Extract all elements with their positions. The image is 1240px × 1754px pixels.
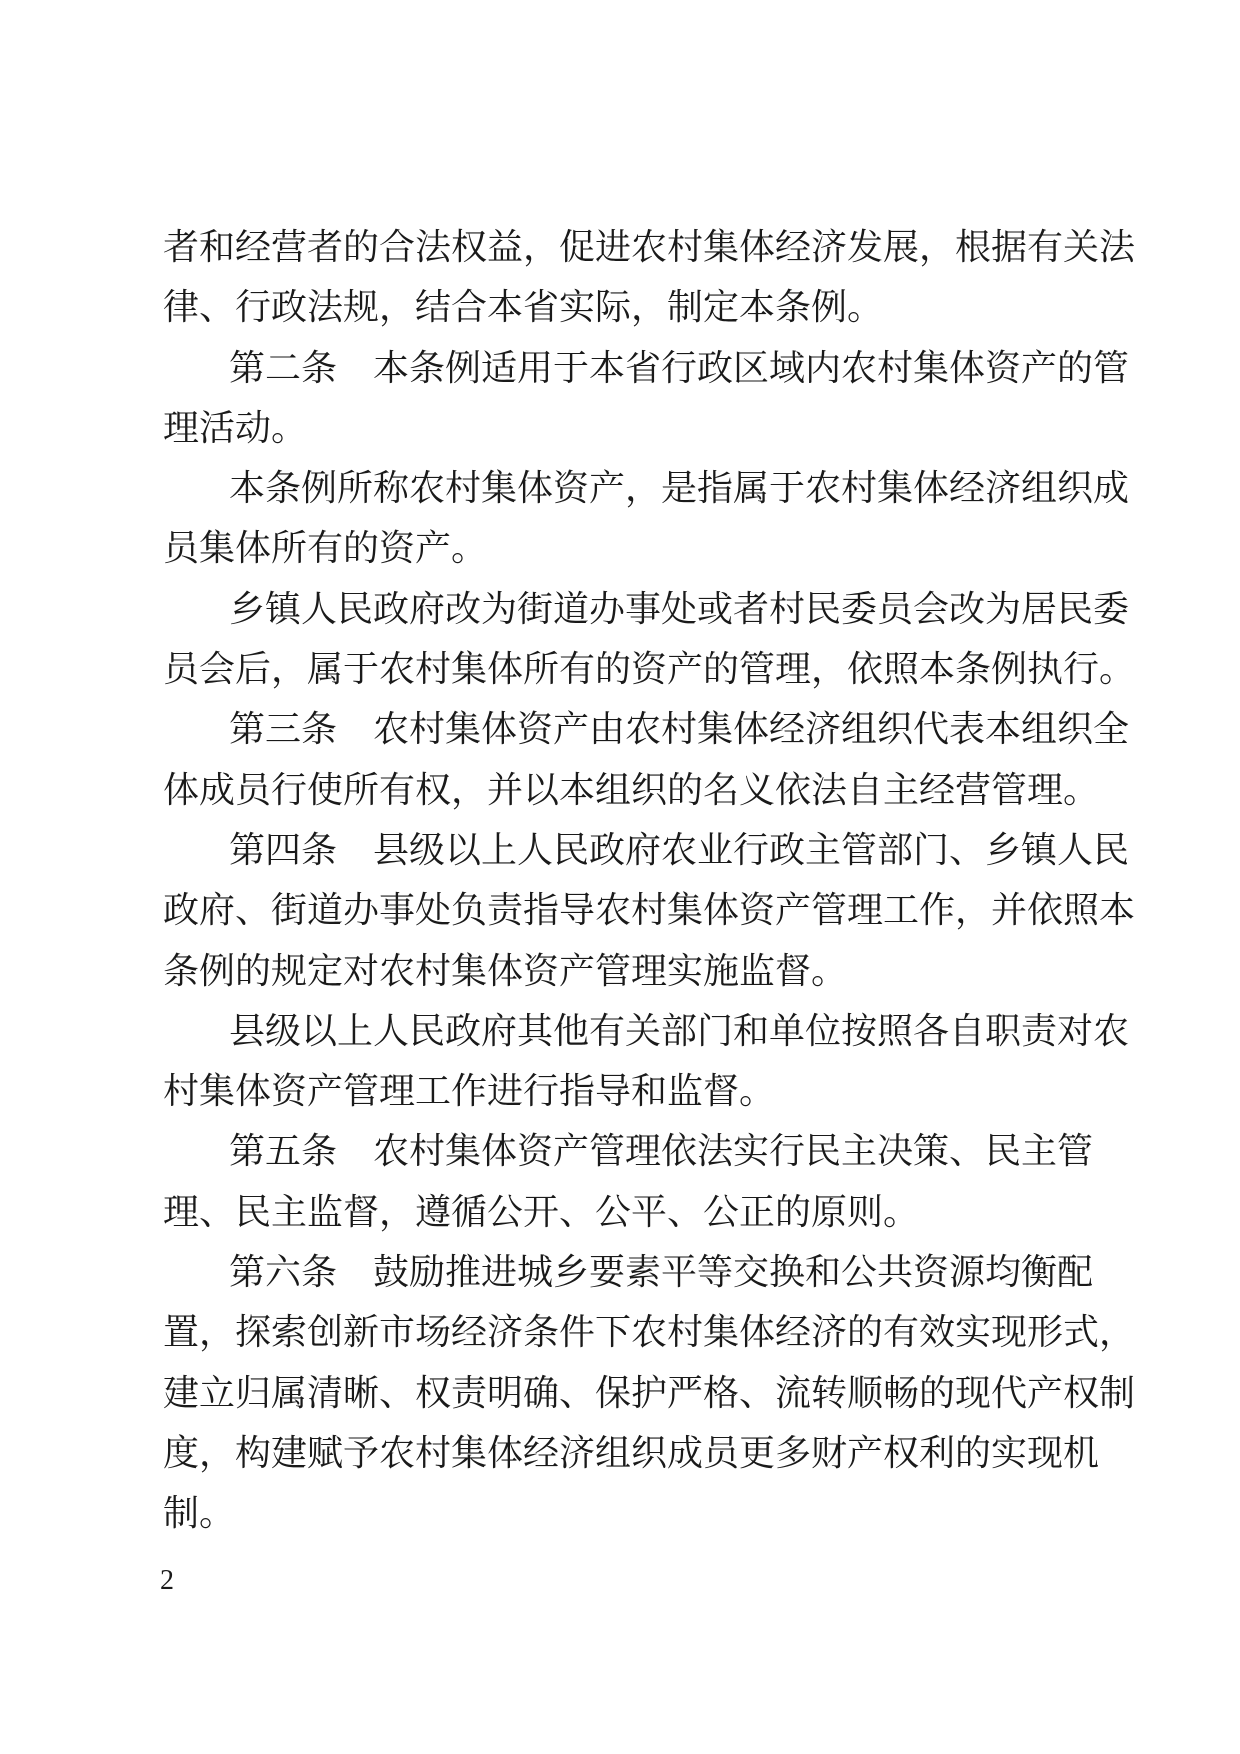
page-number: 2 bbox=[160, 1565, 174, 1596]
text-line: 第五条 农村集体资产管理依法实行民主决策、民主管 bbox=[229, 1131, 1094, 1173]
article-2-paragraph-2 bbox=[163, 459, 1130, 580]
text-line: 理活动。 bbox=[163, 407, 308, 449]
text-line: 政府、街道办事处负责指导农村集体资产管理工作，并依照本 bbox=[163, 890, 1136, 932]
text-line: 第四条 县级以上人民政府农业行政主管部门、乡镇人民 bbox=[229, 829, 1130, 871]
article-5 bbox=[163, 1122, 1094, 1243]
text-line: 第二条 本条例适用于本省行政区域内农村集体资产的管 bbox=[229, 347, 1130, 389]
text-line: 体成员行使所有权，并以本组织的名义依法自主经营管理。 bbox=[163, 769, 1100, 811]
text-line: 理、民主监督，遵循公开、公平、公正的原则。 bbox=[163, 1191, 920, 1233]
text-line: 者和经营者的合法权益，促进农村集体经济发展，根据有关法 bbox=[163, 227, 1136, 268]
article-2-paragraph-3 bbox=[163, 580, 1136, 701]
text-line: 条例的规定对农村集体资产管理实施监督。 bbox=[163, 950, 848, 992]
paragraph-continuation bbox=[163, 218, 1136, 339]
article-4-paragraph-2 bbox=[163, 1002, 1130, 1123]
text-line: 村集体资产管理工作进行指导和监督。 bbox=[163, 1071, 776, 1113]
text-line: 乡镇人民政府改为街道办事处或者村民委员会改为居民委 bbox=[229, 588, 1130, 630]
text-line: 度，构建赋予农村集体经济组织成员更多财产权利的实现机 bbox=[163, 1432, 1100, 1474]
document-body bbox=[163, 218, 1136, 1545]
article-4 bbox=[163, 821, 1136, 1002]
text-line: 第六条 鼓励推进城乡要素平等交换和公共资源均衡配 bbox=[229, 1252, 1094, 1294]
text-line: 建立归属清晰、权责明确、保护严格、流转顺畅的现代产权制 bbox=[163, 1372, 1136, 1414]
text-line: 本条例所称农村集体资产，是指属于农村集体经济组织成 bbox=[229, 468, 1130, 510]
text-line: 员集体所有的资产。 bbox=[163, 528, 488, 570]
article-2 bbox=[163, 339, 1130, 460]
text-line: 制。 bbox=[163, 1493, 236, 1535]
text-line: 律、行政法规，结合本省实际，制定本条例。 bbox=[163, 287, 884, 329]
text-line: 县级以上人民政府其他有关部门和单位按照各自职责对农 bbox=[229, 1010, 1130, 1052]
text-line: 员会后，属于农村集体所有的资产的管理，依照本条例执行。 bbox=[163, 649, 1136, 691]
article-6 bbox=[163, 1243, 1136, 1544]
text-line: 置，探索创新市场经济条件下农村集体经济的有效实现形式， bbox=[163, 1312, 1136, 1354]
text-line: 第三条 农村集体资产由农村集体经济组织代表本组织全 bbox=[229, 709, 1130, 751]
article-3 bbox=[163, 700, 1130, 821]
